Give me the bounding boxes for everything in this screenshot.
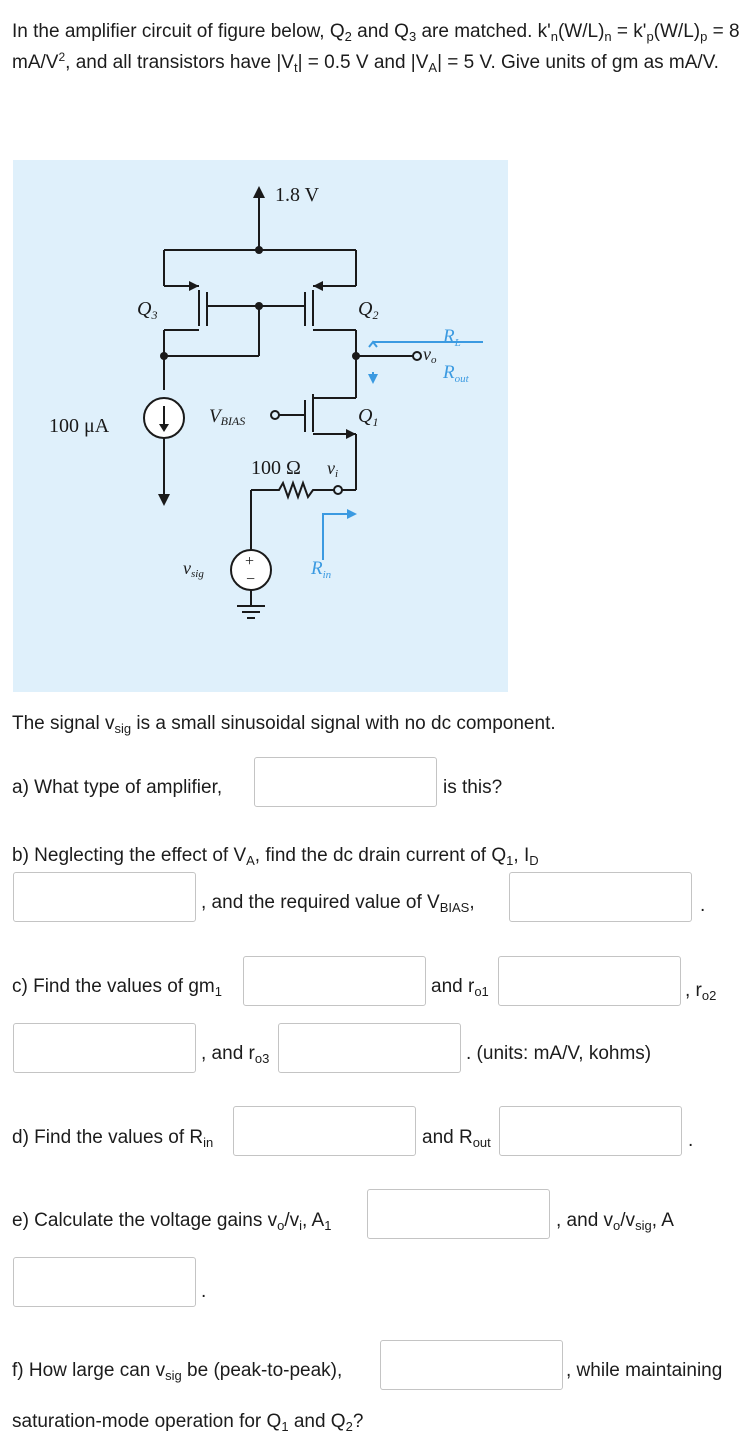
q3-label: $Q_3$ bbox=[137, 298, 158, 322]
f-sub: 2 bbox=[345, 1419, 353, 1434]
current-label: 100 μA bbox=[49, 415, 110, 437]
rl-label: $R_L$ bbox=[443, 326, 461, 349]
answer-f-vsig-input[interactable] bbox=[380, 1340, 563, 1390]
vo-label: vo bbox=[423, 344, 437, 366]
intro-sub: n bbox=[604, 29, 612, 44]
b-text: , and the required value of V bbox=[201, 892, 440, 913]
e-sub: sig bbox=[635, 1218, 652, 1233]
d-text: d) Find the values of R bbox=[12, 1127, 204, 1148]
answer-d-rout-input[interactable] bbox=[499, 1106, 682, 1156]
intro-text: = k' bbox=[611, 21, 647, 42]
intro-sup: 2 bbox=[58, 50, 66, 64]
intro-sub: 2 bbox=[344, 29, 352, 44]
intro-text: (W/L) bbox=[653, 21, 701, 42]
question-f-line2 bbox=[12, 1410, 363, 1434]
problem-statement bbox=[12, 16, 740, 78]
f-sub: 1 bbox=[281, 1419, 289, 1434]
answer-a-input[interactable] bbox=[254, 757, 437, 807]
c-text: and r bbox=[431, 976, 475, 997]
f-text: f) How large can v bbox=[12, 1360, 166, 1381]
answer-c-ro1-input[interactable] bbox=[498, 956, 681, 1006]
e-sub: o bbox=[277, 1218, 285, 1233]
answer-d-rin-input[interactable] bbox=[233, 1106, 416, 1156]
b-text: , find the dc drain current of Q bbox=[254, 845, 507, 866]
intro-sub: t bbox=[293, 60, 298, 75]
f-sub: sig bbox=[165, 1368, 182, 1383]
e-text: /v bbox=[620, 1210, 636, 1231]
signal-note bbox=[12, 712, 556, 736]
answer-b-vbias-input[interactable] bbox=[509, 872, 692, 922]
note-text: The signal v bbox=[12, 713, 115, 734]
q1-label: $Q_1$ bbox=[358, 405, 379, 429]
d-text: and R bbox=[422, 1127, 473, 1148]
e-text: , A bbox=[651, 1210, 674, 1231]
intro-sub: n bbox=[550, 29, 558, 44]
question-e-mid bbox=[556, 1209, 674, 1233]
d-sub: in bbox=[203, 1135, 214, 1150]
question-f-label bbox=[12, 1359, 342, 1383]
answer-c-ro3-input[interactable] bbox=[278, 1023, 461, 1073]
vbias-label: VBIAS bbox=[209, 406, 246, 428]
e-text: , and v bbox=[556, 1210, 614, 1231]
f-text: be (peak-to-peak), bbox=[181, 1360, 343, 1381]
intro-text: | = 0.5 V and |V bbox=[297, 52, 429, 73]
intro-sub: A bbox=[428, 60, 438, 75]
b-sub: BIAS bbox=[439, 900, 470, 915]
source-plus: + bbox=[245, 553, 255, 570]
intro-text: In the amplifier circuit of figure below, Q bbox=[12, 21, 345, 42]
answer-c-ro2-input[interactable] bbox=[13, 1023, 196, 1073]
source-minus: − bbox=[246, 571, 256, 588]
question-c-ro3 bbox=[201, 1042, 269, 1066]
question-a-label: a) What type of amplifier, bbox=[12, 777, 223, 798]
b-text: , I bbox=[513, 845, 530, 866]
rout-label: $R_{out}$ bbox=[443, 362, 469, 385]
question-e-label bbox=[12, 1209, 331, 1233]
b-sub: 1 bbox=[506, 853, 514, 868]
e-sub: i bbox=[299, 1218, 303, 1233]
question-b-end: . bbox=[700, 895, 706, 916]
note-text: is a small sinusoidal signal with no dc component. bbox=[131, 713, 556, 734]
intro-text: | = 5 V. Give units of gm as mA/V. bbox=[437, 52, 719, 73]
f-text: ? bbox=[352, 1411, 364, 1432]
c-sub: 1 bbox=[214, 984, 222, 999]
question-b-label bbox=[12, 844, 539, 868]
c-sub: o3 bbox=[254, 1051, 270, 1066]
e-text: e) Calculate the voltage gains v bbox=[12, 1210, 278, 1231]
c-text: c) Find the values of gm bbox=[12, 976, 215, 997]
vbias-terminal bbox=[271, 411, 279, 419]
vi-label: vi bbox=[327, 458, 339, 480]
question-b-line2 bbox=[201, 891, 475, 915]
c-text: , r bbox=[685, 980, 702, 1001]
answer-b-id-input[interactable] bbox=[13, 872, 196, 922]
e-text: /v bbox=[284, 1210, 300, 1231]
question-d-end: . bbox=[688, 1130, 694, 1151]
e-sub: 1 bbox=[324, 1218, 332, 1233]
c-sub: o2 bbox=[701, 988, 717, 1003]
e-text: , A bbox=[302, 1210, 325, 1231]
intro-sub: p bbox=[646, 29, 654, 44]
resistor-label: 100 Ω bbox=[251, 457, 301, 479]
q3-drain-node bbox=[160, 352, 168, 360]
question-a-suffix: is this? bbox=[443, 777, 503, 798]
b-sub: D bbox=[529, 853, 539, 868]
supply-label: 1.8 V bbox=[275, 184, 320, 206]
intro-text: and Q bbox=[351, 21, 409, 42]
circuit-figure bbox=[13, 160, 508, 692]
question-d-and bbox=[422, 1126, 491, 1150]
intro-sub: 3 bbox=[408, 29, 417, 44]
intro-text: are matched. k' bbox=[416, 21, 551, 42]
f-text: and Q bbox=[288, 1411, 346, 1432]
vi-terminal bbox=[334, 486, 342, 494]
answer-e-a1-input[interactable] bbox=[367, 1189, 550, 1239]
b-sub: A bbox=[246, 853, 255, 868]
answer-c-gm1-input[interactable] bbox=[243, 956, 426, 1006]
b-text: b) Neglecting the effect of V bbox=[12, 845, 247, 866]
vsig-label: vsig bbox=[183, 558, 204, 580]
question-c-units: . (units: mA/V, kohms) bbox=[466, 1043, 652, 1064]
rin-label: $R_{in}$ bbox=[311, 558, 332, 581]
intro-text: = 8 mA/V bbox=[12, 21, 740, 73]
note-sub: sig bbox=[114, 721, 132, 736]
intro-text: , and all transistors have |V bbox=[65, 52, 294, 73]
question-c-label bbox=[12, 975, 222, 999]
question-f-suffix: , while maintaining bbox=[566, 1360, 723, 1381]
question-d-label bbox=[12, 1126, 213, 1150]
c-text: , and r bbox=[201, 1043, 255, 1064]
b-text: , bbox=[469, 892, 475, 913]
e-sub: o bbox=[613, 1218, 621, 1233]
intro-text: (W/L) bbox=[557, 21, 605, 42]
d-sub: out bbox=[472, 1135, 491, 1150]
intro-sub: p bbox=[700, 29, 708, 44]
question-c-ro2 bbox=[685, 979, 716, 1003]
answer-e-a-input[interactable] bbox=[13, 1257, 196, 1307]
question-e-end: . bbox=[201, 1281, 207, 1302]
f-text: saturation-mode operation for Q bbox=[12, 1411, 282, 1432]
c-sub: o1 bbox=[474, 984, 489, 999]
output-terminal bbox=[413, 352, 421, 360]
q2-label: $Q_2$ bbox=[358, 298, 379, 322]
question-c-and bbox=[431, 975, 489, 999]
